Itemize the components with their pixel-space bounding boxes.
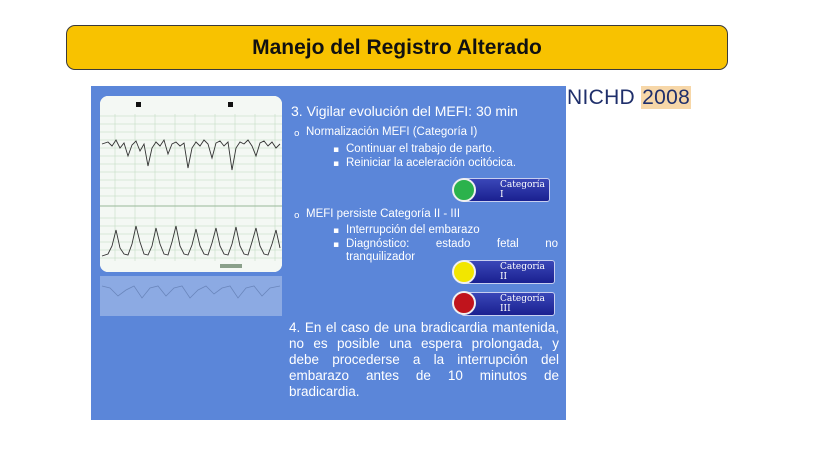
point-3-text: 3. Vigilar evolución del MEFI: 30 min — [291, 103, 518, 119]
ctg-trace-image — [100, 96, 282, 272]
nichd-label: NICHD — [567, 86, 635, 109]
nichd-year: 2008 — [642, 86, 691, 109]
slide-panel — [91, 86, 566, 420]
ctg-reflection — [100, 276, 282, 316]
point-4-text: 4. En el caso de una bradicardia mantenida, no es posible una espera prolongada, y debe procederse a la interrupción del embarazo antes de 10 minutos de bradicardia. — [289, 320, 559, 399]
persiste-text: MEFI persiste Categoría II - III — [306, 208, 461, 220]
categoria-2-label: Categoría II — [500, 262, 545, 282]
sub-bullet-marker: o — [294, 211, 300, 221]
bullet-diagnostico: Diagnóstico: estado fetal no tranquilizador — [346, 238, 558, 263]
bullet-marker: ▪ — [333, 240, 340, 250]
title-banner — [66, 25, 728, 70]
bullet-marker: ▪ — [333, 159, 340, 169]
bullet-marker: ▪ — [333, 226, 340, 236]
bullet-reiniciar: Reiniciar la aceleración ocitócica. — [346, 157, 517, 169]
nichd-reference — [567, 86, 691, 110]
categoria-1-label: Categoría I — [500, 180, 545, 200]
categoria-3-label: Categoría III — [500, 294, 545, 314]
sub-bullet-marker: o — [294, 129, 300, 139]
green-dot-icon — [452, 178, 476, 202]
normalizacion-text: Normalización MEFI (Categoría I) — [306, 126, 478, 138]
red-dot-icon — [452, 291, 476, 315]
bullet-marker: ▪ — [333, 145, 340, 155]
page-title: Manejo del Registro Alterado — [252, 35, 542, 59]
bullet-interrupcion: Interrupción del embarazo — [346, 224, 480, 236]
bullet-continuar: Continuar el trabajo de parto. — [346, 143, 495, 155]
yellow-dot-icon — [452, 260, 476, 284]
